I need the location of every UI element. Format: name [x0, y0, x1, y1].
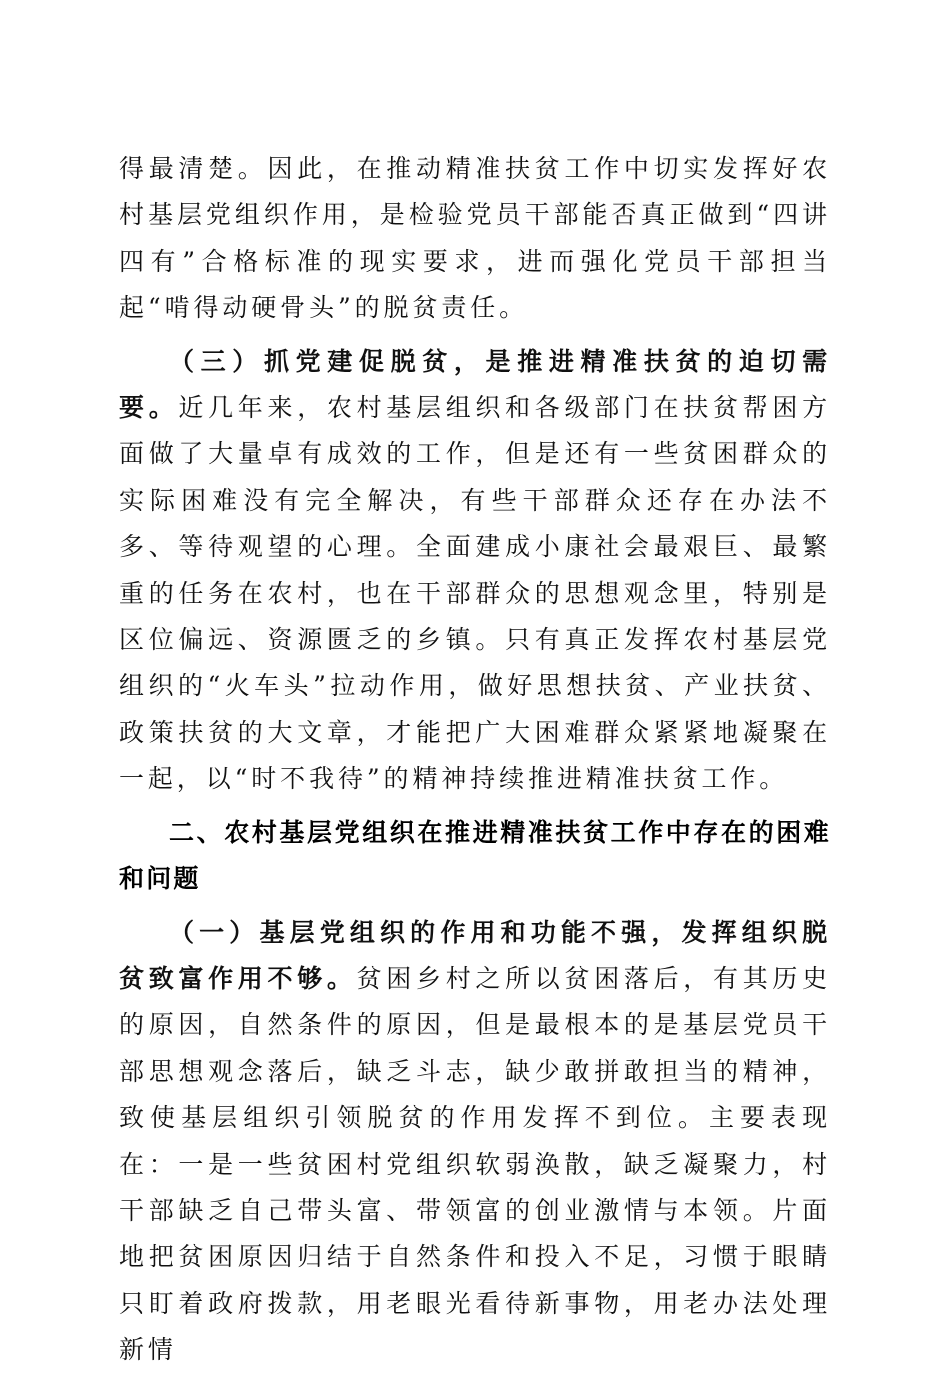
paragraph-section-3-body: 近几年来，农村基层组织和各级部门在扶贫帮困方面做了大量卓有成效的工作，但是还有一些贫困群众的实际困难没有完全解决，有些干部群众还存在办法不多、等待观望的心理。全面建成小康社会最艰巨、最繁重的任务在农村，也在干部群众的思想观念里，特别是区位偏远、资源匮乏的乡镇。只有真正发挥农村基层党组织的“火车头”拉动作用，做好思想扶贫、产业扶贫、政策扶贫的大文章，才能把广大困难群众紧紧地凝聚在一起，以“时不我待”的精神持续推进精准扶贫工作。 — [119, 393, 831, 794]
document-body — [119, 146, 831, 1374]
paragraph-section-3 — [119, 339, 831, 803]
paragraph-subsection-1-body: 贫困乡村之所以贫困落后，有其历史的原因，自然条件的原因，但是最根本的是基层党员干部思想观念落后，缺乏斗志，缺少敢拼敢担当的精神，致使基层组织引领脱贫的作用发挥不到位。主要表现在：一是一些贫困村党组织软弱涣散，缺乏凝聚力，村干部缺乏自己带头富、带领富的创业激情与本领。片面地把贫困原因归结于自然条件和投入不足，习惯于眼睛只盯着政府拨款，用老眼光看待新事物，用老办法处理新情 — [119, 963, 832, 1365]
subsection-title-3: （三）抓党建促脱贫，是推进精准扶贫的迫切需要。 — [119, 346, 831, 423]
paragraph-subsection-1 — [119, 910, 831, 1374]
section-heading-2: 二、农村基层党组织在推进精准扶贫工作中存在的困难和问题 — [119, 817, 831, 894]
subsection-title-1: （一）基层党组织的作用和功能不强，发挥组织脱贫致富作用不够。 — [119, 917, 831, 993]
paragraph-continued: 得最清楚。因此，在推动精准扶贫工作中切实发挥好农村基层党组织作用，是检验党员干部能否真正做到“四讲四有”合格标准的现实要求，进而强化党员干部担当起“啃得动硬骨头”的脱贫责任。 — [119, 154, 831, 323]
